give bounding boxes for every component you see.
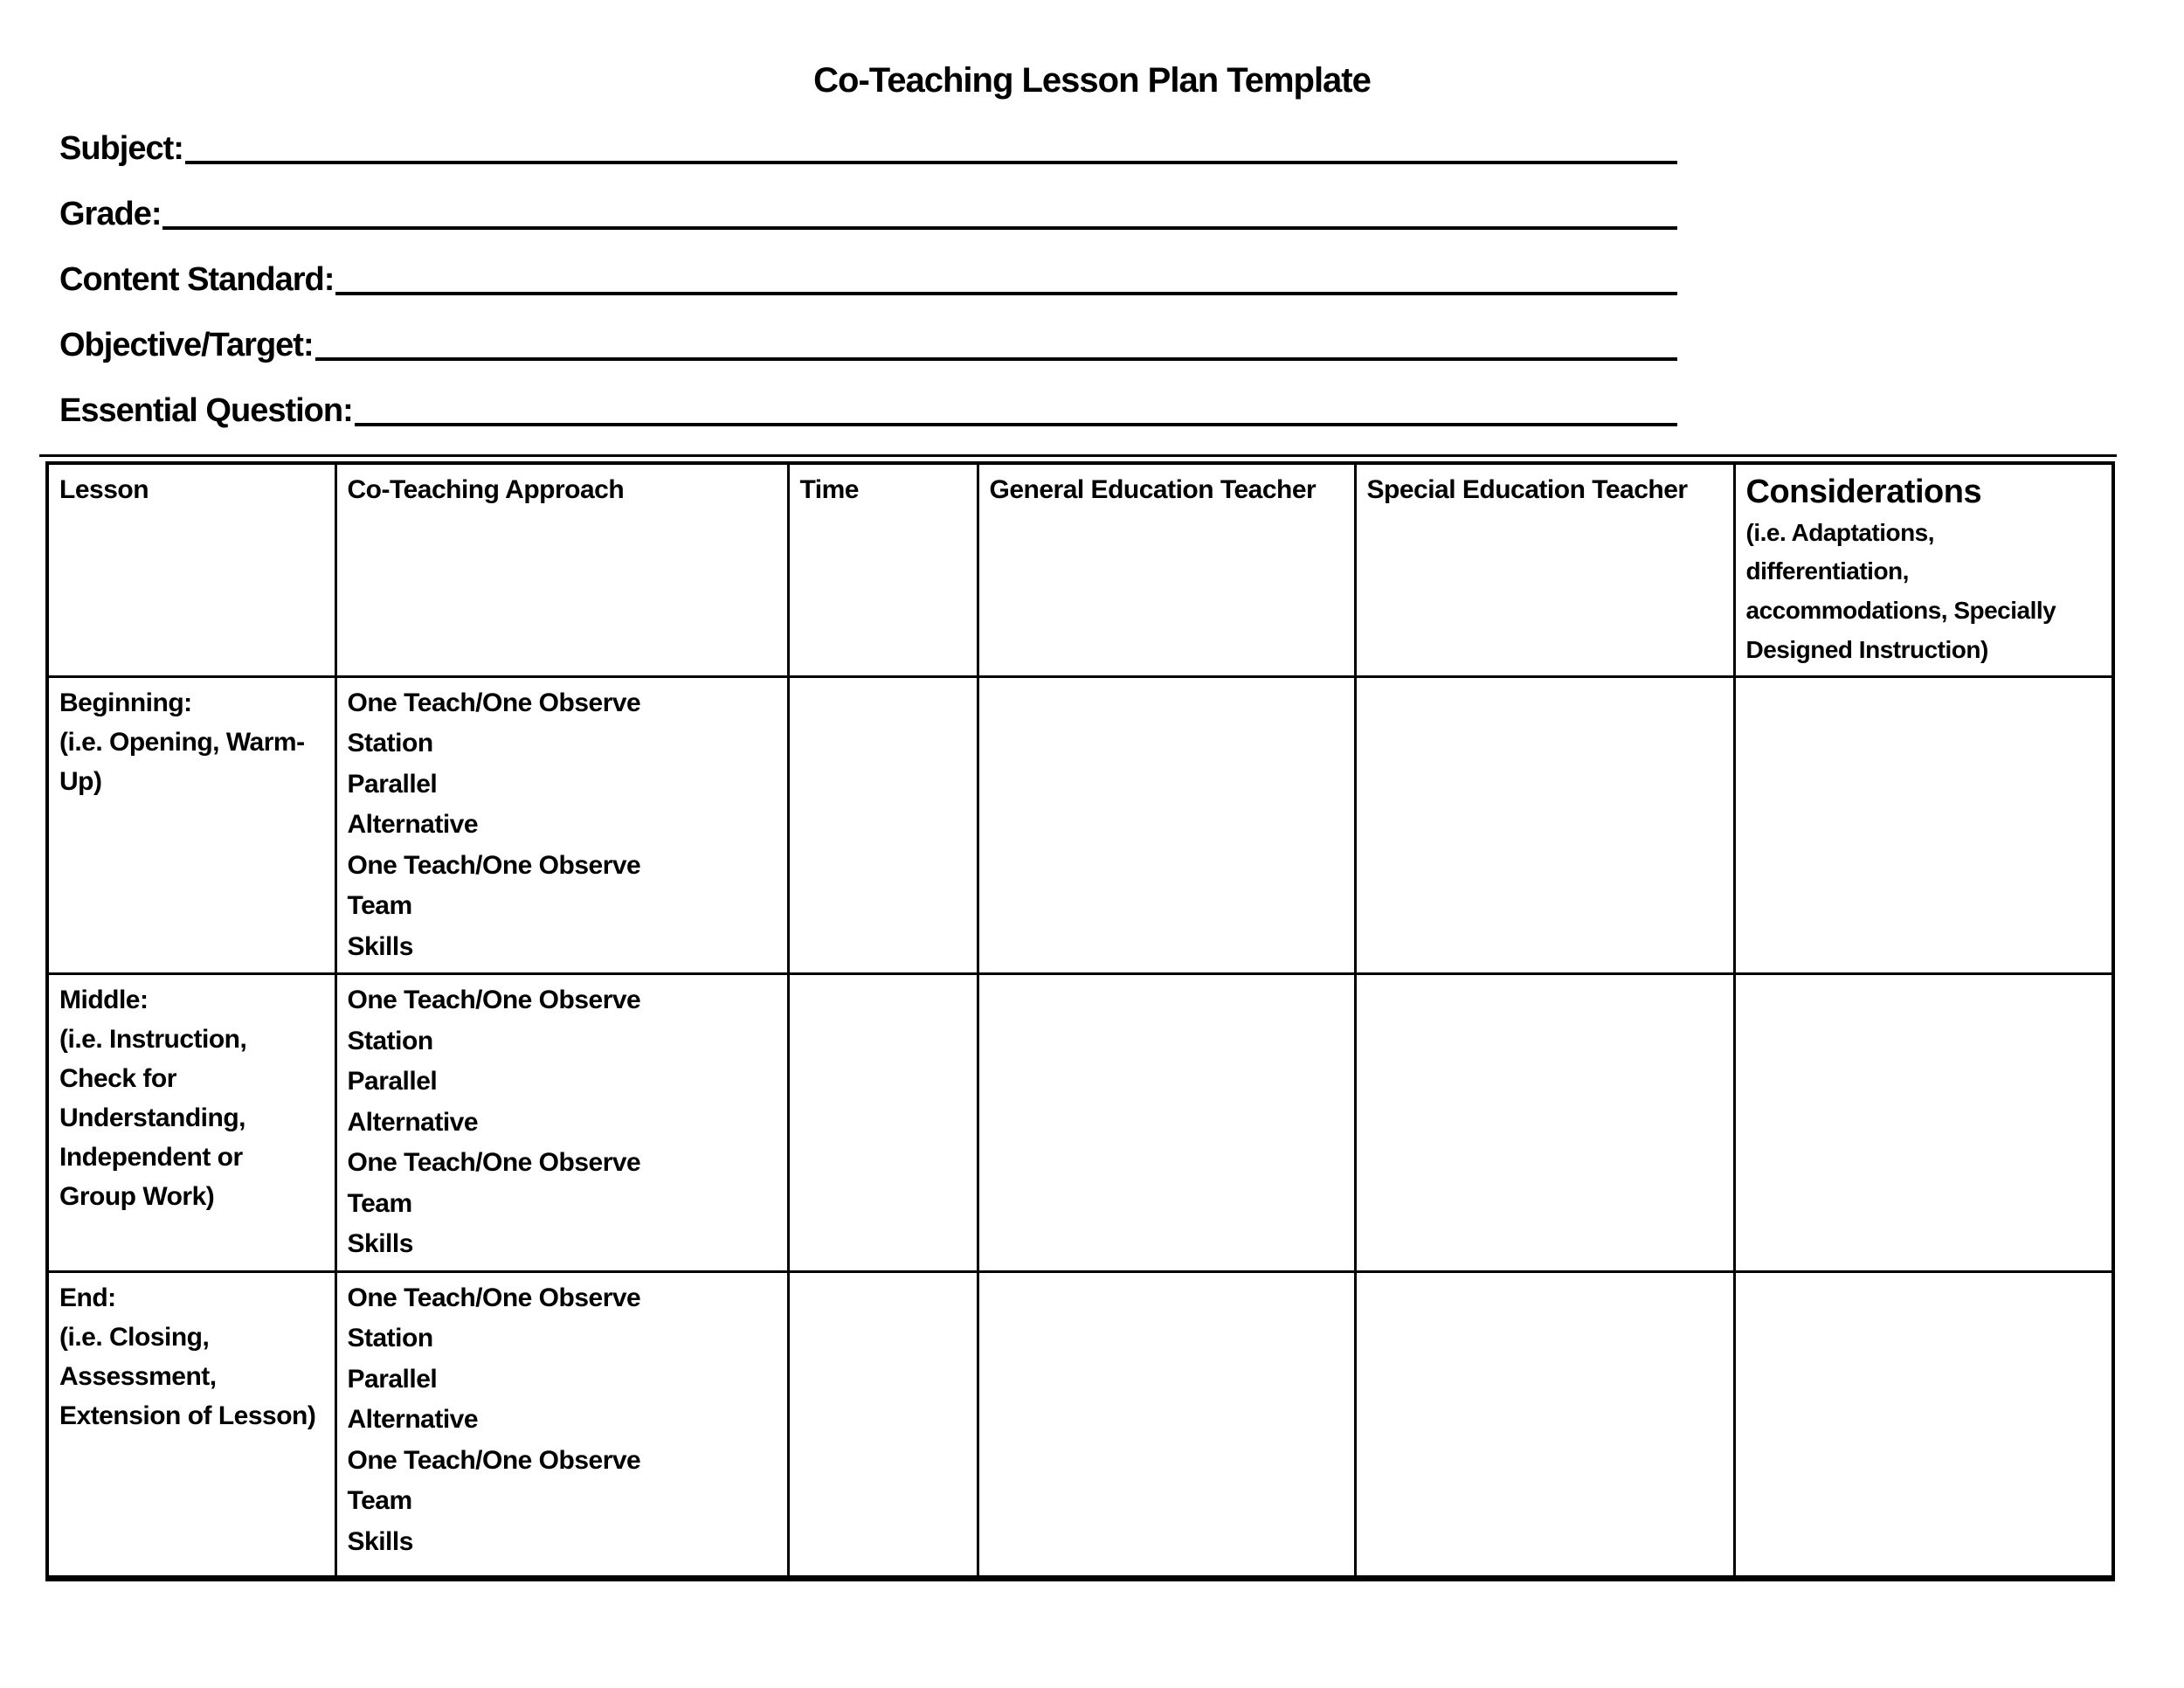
end-general-ed-cell[interactable] <box>978 1271 1355 1578</box>
col-header-special-ed: Special Education Teacher <box>1355 463 1734 676</box>
beginning-considerations-cell[interactable] <box>1734 676 2113 974</box>
approach-option: Alternative <box>347 1107 479 1137</box>
row-end <box>47 1271 2113 1578</box>
row-beginning <box>47 676 2113 974</box>
essential-question-label: Essential Question: <box>59 392 353 430</box>
objective-target-input-line[interactable] <box>315 347 1677 361</box>
field-objective-target <box>59 300 1677 365</box>
lesson-detail: (i.e. Closing, Assessment, Extension of Lesson) <box>59 1322 316 1430</box>
middle-approach-cell <box>335 974 788 1272</box>
approach-option: One Teach/One Observe <box>347 1148 641 1178</box>
col-header-approach: Co-Teaching Approach <box>335 463 788 676</box>
grade-input-line[interactable] <box>162 216 1677 230</box>
approach-option: Station <box>347 729 433 758</box>
beginning-special-ed-cell[interactable] <box>1355 676 1734 974</box>
beginning-approach-cell <box>335 676 788 974</box>
approach-option: One Teach/One Observe <box>347 688 641 717</box>
lesson-title: Beginning: <box>59 688 192 717</box>
considerations-subtitle: (i.e. Adaptations, differentiation, accommodations, Specially Designed Instruction) <box>1745 518 2056 663</box>
col-header-time: Time <box>788 463 978 676</box>
field-subject <box>59 103 1677 169</box>
table-header-row <box>47 463 2113 676</box>
middle-time-cell[interactable] <box>788 974 978 1272</box>
considerations-title: Considerations <box>1745 474 1982 510</box>
end-time-cell[interactable] <box>788 1271 978 1578</box>
col-header-general-ed: General Education Teacher <box>978 463 1355 676</box>
subject-label: Subject: <box>59 130 183 168</box>
essential-question-input-line[interactable] <box>355 412 1677 426</box>
field-essential-question <box>59 365 1677 431</box>
content-standard-label: Content Standard: <box>59 261 335 299</box>
col-header-considerations <box>1734 463 2113 676</box>
approach-option: Parallel <box>347 769 438 799</box>
approach-option: One Teach/One Observe <box>347 1445 641 1475</box>
beginning-time-cell[interactable] <box>788 676 978 974</box>
approach-option: Team <box>347 1486 412 1516</box>
end-special-ed-cell[interactable] <box>1355 1271 1734 1578</box>
approach-option: Parallel <box>347 1364 438 1394</box>
approach-option: One Teach/One Observe <box>347 986 641 1015</box>
header-fields <box>59 103 1677 431</box>
field-grade <box>59 169 1677 234</box>
content-standard-input-line[interactable] <box>335 281 1677 295</box>
approach-option: Alternative <box>347 810 479 840</box>
lesson-plan-table <box>45 461 2115 1581</box>
middle-general-ed-cell[interactable] <box>978 974 1355 1272</box>
lesson-detail: (i.e. Instruction, Check for Understanding, Independent or Group Work) <box>59 1025 247 1212</box>
approach-option: Team <box>347 1188 412 1218</box>
row-middle <box>47 974 2113 1272</box>
field-content-standard <box>59 234 1677 300</box>
col-header-lesson: Lesson <box>47 463 335 676</box>
grade-label: Grade: <box>59 196 162 233</box>
approach-option: Parallel <box>347 1067 438 1097</box>
beginning-lesson-cell <box>47 676 335 974</box>
beginning-general-ed-cell[interactable] <box>978 676 1355 974</box>
middle-special-ed-cell[interactable] <box>1355 974 1734 1272</box>
approach-option: Skills <box>347 1229 413 1259</box>
lesson-title: Middle: <box>59 986 149 1015</box>
approach-option: Skills <box>347 931 413 961</box>
approach-option: Alternative <box>347 1405 479 1435</box>
lesson-title: End: <box>59 1283 116 1312</box>
subject-input-line[interactable] <box>185 150 1677 164</box>
end-lesson-cell <box>47 1271 335 1578</box>
table-top-rule <box>39 454 2117 457</box>
lesson-detail: (i.e. Opening, Warm-Up) <box>59 727 305 796</box>
approach-option: Team <box>347 891 412 921</box>
approach-option: Station <box>347 1026 433 1055</box>
end-considerations-cell[interactable] <box>1734 1271 2113 1578</box>
middle-considerations-cell[interactable] <box>1734 974 2113 1272</box>
approach-option: Station <box>347 1324 433 1353</box>
page-title: Co-Teaching Lesson Plan Template <box>813 61 1371 100</box>
approach-option: One Teach/One Observe <box>347 1283 641 1312</box>
middle-lesson-cell <box>47 974 335 1272</box>
end-approach-cell <box>335 1271 788 1578</box>
approach-option: One Teach/One Observe <box>347 850 641 880</box>
objective-target-label: Objective/Target: <box>59 327 314 364</box>
approach-option: Skills <box>347 1526 413 1556</box>
